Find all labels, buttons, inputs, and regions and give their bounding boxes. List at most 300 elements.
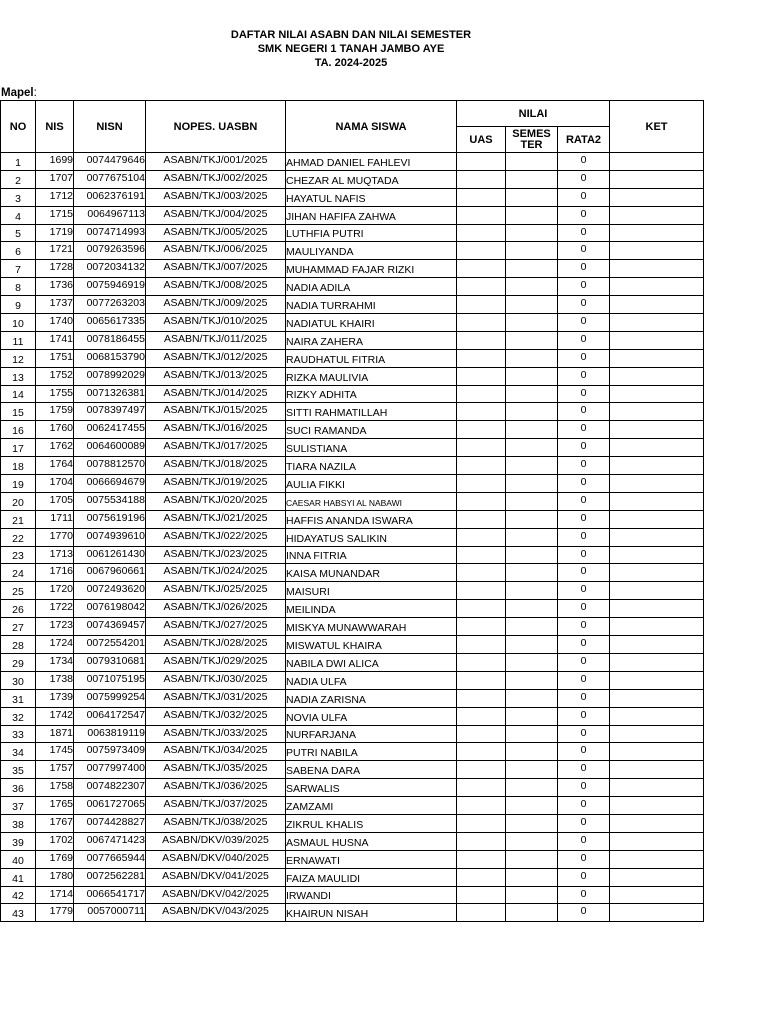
cell-uas bbox=[457, 188, 506, 206]
cell-nopes: ASABN/DKV/042/2025 bbox=[146, 886, 286, 904]
cell-ket bbox=[610, 224, 704, 242]
cell-semester bbox=[506, 546, 558, 564]
cell-nis: 1769 bbox=[36, 850, 74, 868]
table-row bbox=[1, 600, 704, 618]
cell-nis: 1757 bbox=[36, 761, 74, 779]
cell-rata2: 0 bbox=[558, 385, 610, 403]
cell-ket bbox=[610, 618, 704, 636]
cell-uas bbox=[457, 170, 506, 188]
cell-ket bbox=[610, 797, 704, 815]
cell-semester bbox=[506, 403, 558, 421]
table-row bbox=[1, 814, 704, 832]
cell-uas bbox=[457, 296, 506, 314]
table-row bbox=[1, 528, 704, 546]
cell-nis: 1751 bbox=[36, 349, 74, 367]
cell-rata2: 0 bbox=[558, 636, 610, 654]
cell-uas bbox=[457, 886, 506, 904]
cell-no: 3 bbox=[1, 188, 36, 206]
cell-nis: 1702 bbox=[36, 832, 74, 850]
cell-ket bbox=[610, 206, 704, 224]
cell-nama: NURFARJANA bbox=[286, 725, 457, 743]
cell-nopes: ASABN/TKJ/024/2025 bbox=[146, 564, 286, 582]
cell-ket bbox=[610, 671, 704, 689]
cell-semester bbox=[506, 618, 558, 636]
cell-uas bbox=[457, 492, 506, 510]
cell-semester bbox=[506, 492, 558, 510]
cell-ket bbox=[610, 331, 704, 349]
table-row bbox=[1, 761, 704, 779]
cell-nopes: ASABN/TKJ/021/2025 bbox=[146, 510, 286, 528]
cell-no: 32 bbox=[1, 707, 36, 725]
cell-uas bbox=[457, 153, 506, 171]
cell-uas bbox=[457, 510, 506, 528]
table-row bbox=[1, 779, 704, 797]
col-header-nopes: NOPES. UASBN bbox=[146, 101, 286, 153]
cell-nopes: ASABN/TKJ/034/2025 bbox=[146, 743, 286, 761]
cell-no: 7 bbox=[1, 260, 36, 278]
cell-nis: 1728 bbox=[36, 260, 74, 278]
cell-nama: ASMAUL HUSNA bbox=[286, 832, 457, 850]
cell-semester bbox=[506, 797, 558, 815]
cell-rata2: 0 bbox=[558, 564, 610, 582]
cell-uas bbox=[457, 832, 506, 850]
cell-uas bbox=[457, 367, 506, 385]
cell-nama: IRWANDI bbox=[286, 886, 457, 904]
cell-rata2: 0 bbox=[558, 886, 610, 904]
cell-ket bbox=[610, 725, 704, 743]
cell-nis: 1719 bbox=[36, 224, 74, 242]
cell-uas bbox=[457, 904, 506, 922]
cell-rata2: 0 bbox=[558, 492, 610, 510]
cell-nisn: 0074479646 bbox=[74, 153, 146, 171]
cell-nama: MUHAMMAD FAJAR RIZKI bbox=[286, 260, 457, 278]
cell-no: 9 bbox=[1, 296, 36, 314]
cell-uas bbox=[457, 475, 506, 493]
cell-nisn: 0072554201 bbox=[74, 636, 146, 654]
cell-rata2: 0 bbox=[558, 510, 610, 528]
cell-semester bbox=[506, 671, 558, 689]
cell-nisn: 0074714993 bbox=[74, 224, 146, 242]
cell-ket bbox=[610, 349, 704, 367]
cell-uas bbox=[457, 421, 506, 439]
cell-uas bbox=[457, 618, 506, 636]
cell-rata2: 0 bbox=[558, 707, 610, 725]
cell-nis: 1734 bbox=[36, 653, 74, 671]
cell-no: 6 bbox=[1, 242, 36, 260]
cell-nis: 1742 bbox=[36, 707, 74, 725]
cell-rata2: 0 bbox=[558, 349, 610, 367]
table-row bbox=[1, 403, 704, 421]
cell-nisn: 0076198042 bbox=[74, 600, 146, 618]
cell-nis: 1712 bbox=[36, 188, 74, 206]
cell-ket bbox=[610, 546, 704, 564]
cell-uas bbox=[457, 206, 506, 224]
cell-rata2: 0 bbox=[558, 153, 610, 171]
cell-rata2: 0 bbox=[558, 528, 610, 546]
cell-nopes: ASABN/TKJ/023/2025 bbox=[146, 546, 286, 564]
cell-nisn: 0064600089 bbox=[74, 439, 146, 457]
cell-no: 17 bbox=[1, 439, 36, 457]
cell-rata2: 0 bbox=[558, 779, 610, 797]
cell-nopes: ASABN/TKJ/017/2025 bbox=[146, 439, 286, 457]
cell-uas bbox=[457, 850, 506, 868]
cell-no: 42 bbox=[1, 886, 36, 904]
cell-rata2: 0 bbox=[558, 850, 610, 868]
cell-semester bbox=[506, 725, 558, 743]
cell-nisn: 0078812570 bbox=[74, 457, 146, 475]
cell-uas bbox=[457, 385, 506, 403]
cell-nis: 1723 bbox=[36, 618, 74, 636]
cell-uas bbox=[457, 797, 506, 815]
cell-no: 35 bbox=[1, 761, 36, 779]
cell-nama: FAIZA MAULIDI bbox=[286, 868, 457, 886]
cell-no: 15 bbox=[1, 403, 36, 421]
cell-no: 4 bbox=[1, 206, 36, 224]
cell-uas bbox=[457, 331, 506, 349]
cell-nis: 1704 bbox=[36, 475, 74, 493]
cell-rata2: 0 bbox=[558, 296, 610, 314]
cell-semester bbox=[506, 170, 558, 188]
cell-uas bbox=[457, 636, 506, 654]
cell-semester bbox=[506, 779, 558, 797]
cell-rata2: 0 bbox=[558, 761, 610, 779]
cell-ket bbox=[610, 707, 704, 725]
cell-semester bbox=[506, 707, 558, 725]
cell-nopes: ASABN/TKJ/004/2025 bbox=[146, 206, 286, 224]
cell-uas bbox=[457, 689, 506, 707]
col-header-semester: SEMES TER bbox=[506, 127, 558, 153]
cell-nama: MAISURI bbox=[286, 582, 457, 600]
cell-nisn: 0067960661 bbox=[74, 564, 146, 582]
cell-nisn: 0074822307 bbox=[74, 779, 146, 797]
cell-rata2: 0 bbox=[558, 832, 610, 850]
cell-no: 37 bbox=[1, 797, 36, 815]
cell-no: 11 bbox=[1, 331, 36, 349]
col-header-nilai: NILAI bbox=[457, 101, 610, 127]
cell-nisn: 0066541717 bbox=[74, 886, 146, 904]
cell-nopes: ASABN/TKJ/009/2025 bbox=[146, 296, 286, 314]
cell-ket bbox=[610, 528, 704, 546]
cell-semester bbox=[506, 475, 558, 493]
cell-nisn: 0077675104 bbox=[74, 170, 146, 188]
cell-rata2: 0 bbox=[558, 314, 610, 332]
cell-ket bbox=[610, 904, 704, 922]
cell-no: 22 bbox=[1, 528, 36, 546]
cell-nopes: ASABN/TKJ/032/2025 bbox=[146, 707, 286, 725]
cell-nama: NADIA TURRAHMI bbox=[286, 296, 457, 314]
cell-nama: KAISA MUNANDAR bbox=[286, 564, 457, 582]
cell-nama: CHEZAR AL MUQTADA bbox=[286, 170, 457, 188]
cell-nama: SARWALIS bbox=[286, 779, 457, 797]
cell-ket bbox=[610, 296, 704, 314]
cell-nisn: 0061261430 bbox=[74, 546, 146, 564]
cell-uas bbox=[457, 224, 506, 242]
cell-nis: 1765 bbox=[36, 797, 74, 815]
table-row bbox=[1, 188, 704, 206]
cell-nama: NADIA ULFA bbox=[286, 671, 457, 689]
col-header-ket: KET bbox=[610, 101, 704, 153]
table-row bbox=[1, 904, 704, 922]
cell-semester bbox=[506, 331, 558, 349]
cell-rata2: 0 bbox=[558, 421, 610, 439]
cell-nopes: ASABN/TKJ/006/2025 bbox=[146, 242, 286, 260]
table-row bbox=[1, 797, 704, 815]
cell-no: 13 bbox=[1, 367, 36, 385]
cell-semester bbox=[506, 206, 558, 224]
cell-ket bbox=[610, 260, 704, 278]
cell-uas bbox=[457, 653, 506, 671]
cell-semester bbox=[506, 886, 558, 904]
mapel-field bbox=[1, 87, 37, 99]
table-row bbox=[1, 296, 704, 314]
table-row bbox=[1, 868, 704, 886]
cell-no: 14 bbox=[1, 385, 36, 403]
cell-semester bbox=[506, 439, 558, 457]
cell-ket bbox=[610, 886, 704, 904]
cell-rata2: 0 bbox=[558, 170, 610, 188]
table-row bbox=[1, 278, 704, 296]
cell-semester bbox=[506, 689, 558, 707]
cell-nis: 1724 bbox=[36, 636, 74, 654]
cell-semester bbox=[506, 296, 558, 314]
cell-nisn: 0079310681 bbox=[74, 653, 146, 671]
col-header-nama: NAMA SISWA bbox=[286, 101, 457, 153]
cell-rata2: 0 bbox=[558, 260, 610, 278]
cell-rata2: 0 bbox=[558, 618, 610, 636]
cell-rata2: 0 bbox=[558, 403, 610, 421]
cell-nama: SULISTIANA bbox=[286, 439, 457, 457]
cell-nama: SITTI RAHMATILLAH bbox=[286, 403, 457, 421]
cell-nisn: 0057000711 bbox=[74, 904, 146, 922]
cell-nama: TIARA NAZILA bbox=[286, 457, 457, 475]
cell-nama: HAYATUL NAFIS bbox=[286, 188, 457, 206]
table-row bbox=[1, 206, 704, 224]
cell-nis: 1722 bbox=[36, 600, 74, 618]
cell-nisn: 0067471423 bbox=[74, 832, 146, 850]
cell-ket bbox=[610, 510, 704, 528]
cell-nopes: ASABN/TKJ/033/2025 bbox=[146, 725, 286, 743]
cell-uas bbox=[457, 242, 506, 260]
cell-nama: INNA FITRIA bbox=[286, 546, 457, 564]
cell-nisn: 0063819119 bbox=[74, 725, 146, 743]
grades-table bbox=[0, 100, 704, 922]
cell-nisn: 0072562281 bbox=[74, 868, 146, 886]
col-header-nisn: NISN bbox=[74, 101, 146, 153]
cell-nis: 1759 bbox=[36, 403, 74, 421]
table-row bbox=[1, 439, 704, 457]
cell-semester bbox=[506, 761, 558, 779]
cell-ket bbox=[610, 832, 704, 850]
cell-nama: MISKYA MUNAWWARAH bbox=[286, 618, 457, 636]
cell-nopes: ASABN/DKV/043/2025 bbox=[146, 904, 286, 922]
cell-rata2: 0 bbox=[558, 457, 610, 475]
cell-uas bbox=[457, 779, 506, 797]
cell-rata2: 0 bbox=[558, 814, 610, 832]
cell-ket bbox=[610, 403, 704, 421]
title-line-2: SMK NEGERI 1 TANAH JAMBO AYE bbox=[257, 43, 445, 55]
cell-nama: LUTHFIA PUTRI bbox=[286, 224, 457, 242]
cell-semester bbox=[506, 188, 558, 206]
cell-ket bbox=[610, 868, 704, 886]
cell-nisn: 0074428827 bbox=[74, 814, 146, 832]
cell-ket bbox=[610, 743, 704, 761]
cell-nisn: 0078397497 bbox=[74, 403, 146, 421]
cell-uas bbox=[457, 725, 506, 743]
cell-nopes: ASABN/DKV/039/2025 bbox=[146, 832, 286, 850]
cell-nama: ZAMZAMI bbox=[286, 797, 457, 815]
table-row bbox=[1, 689, 704, 707]
cell-nopes: ASABN/TKJ/025/2025 bbox=[146, 582, 286, 600]
cell-nisn: 0075619196 bbox=[74, 510, 146, 528]
cell-ket bbox=[610, 153, 704, 171]
table-row bbox=[1, 475, 704, 493]
cell-nisn: 0079263596 bbox=[74, 242, 146, 260]
cell-uas bbox=[457, 439, 506, 457]
cell-no: 27 bbox=[1, 618, 36, 636]
col-header-nis: NIS bbox=[36, 101, 74, 153]
cell-nama: ERNAWATI bbox=[286, 850, 457, 868]
cell-nopes: ASABN/TKJ/029/2025 bbox=[146, 653, 286, 671]
table-row bbox=[1, 636, 704, 654]
cell-ket bbox=[610, 475, 704, 493]
cell-nisn: 0062417455 bbox=[74, 421, 146, 439]
cell-no: 20 bbox=[1, 492, 36, 510]
cell-uas bbox=[457, 457, 506, 475]
cell-semester bbox=[506, 260, 558, 278]
cell-nisn: 0074369457 bbox=[74, 618, 146, 636]
table-row bbox=[1, 671, 704, 689]
cell-nisn: 0071075195 bbox=[74, 671, 146, 689]
cell-nama: NAIRA ZAHERA bbox=[286, 331, 457, 349]
cell-nopes: ASABN/TKJ/019/2025 bbox=[146, 475, 286, 493]
cell-no: 34 bbox=[1, 743, 36, 761]
cell-semester bbox=[506, 314, 558, 332]
table-row bbox=[1, 421, 704, 439]
cell-ket bbox=[610, 814, 704, 832]
table-row bbox=[1, 260, 704, 278]
cell-no: 18 bbox=[1, 457, 36, 475]
cell-nama: MAULIYANDA bbox=[286, 242, 457, 260]
table-row bbox=[1, 331, 704, 349]
cell-nisn: 0064967113 bbox=[74, 206, 146, 224]
cell-no: 21 bbox=[1, 510, 36, 528]
cell-uas bbox=[457, 349, 506, 367]
cell-nis: 1711 bbox=[36, 510, 74, 528]
cell-nis: 1720 bbox=[36, 582, 74, 600]
cell-no: 10 bbox=[1, 314, 36, 332]
cell-nis: 1767 bbox=[36, 814, 74, 832]
cell-nopes: ASABN/TKJ/036/2025 bbox=[146, 779, 286, 797]
cell-nama: AHMAD DANIEL FAHLEVI bbox=[286, 153, 457, 171]
cell-ket bbox=[610, 457, 704, 475]
table-row bbox=[1, 492, 704, 510]
cell-nopes: ASABN/TKJ/030/2025 bbox=[146, 671, 286, 689]
cell-nama: NADIATUL KHAIRI bbox=[286, 314, 457, 332]
cell-no: 5 bbox=[1, 224, 36, 242]
cell-uas bbox=[457, 600, 506, 618]
cell-nisn: 0075999254 bbox=[74, 689, 146, 707]
cell-no: 30 bbox=[1, 671, 36, 689]
table-row bbox=[1, 367, 704, 385]
cell-ket bbox=[610, 761, 704, 779]
cell-nama: AULIA FIKKI bbox=[286, 475, 457, 493]
cell-uas bbox=[457, 707, 506, 725]
cell-ket bbox=[610, 600, 704, 618]
cell-nisn: 0075534188 bbox=[74, 492, 146, 510]
cell-nisn: 0062376191 bbox=[74, 188, 146, 206]
cell-no: 28 bbox=[1, 636, 36, 654]
cell-nis: 1770 bbox=[36, 528, 74, 546]
cell-nis: 1737 bbox=[36, 296, 74, 314]
cell-nis: 1736 bbox=[36, 278, 74, 296]
cell-uas bbox=[457, 260, 506, 278]
cell-no: 26 bbox=[1, 600, 36, 618]
cell-nis: 1713 bbox=[36, 546, 74, 564]
cell-semester bbox=[506, 421, 558, 439]
cell-nopes: ASABN/TKJ/038/2025 bbox=[146, 814, 286, 832]
cell-uas bbox=[457, 671, 506, 689]
cell-nisn: 0061727065 bbox=[74, 797, 146, 815]
cell-rata2: 0 bbox=[558, 582, 610, 600]
cell-nama: SABENA DARA bbox=[286, 761, 457, 779]
cell-no: 40 bbox=[1, 850, 36, 868]
cell-rata2: 0 bbox=[558, 904, 610, 922]
cell-nis: 1758 bbox=[36, 779, 74, 797]
cell-rata2: 0 bbox=[558, 743, 610, 761]
cell-nopes: ASABN/TKJ/031/2025 bbox=[146, 689, 286, 707]
cell-nama: HIDAYATUS SALIKIN bbox=[286, 528, 457, 546]
cell-semester bbox=[506, 832, 558, 850]
table-row bbox=[1, 242, 704, 260]
table-row bbox=[1, 457, 704, 475]
cell-uas bbox=[457, 582, 506, 600]
cell-no: 29 bbox=[1, 653, 36, 671]
cell-nis: 1762 bbox=[36, 439, 74, 457]
cell-ket bbox=[610, 492, 704, 510]
cell-rata2: 0 bbox=[558, 242, 610, 260]
cell-rata2: 0 bbox=[558, 188, 610, 206]
cell-nopes: ASABN/TKJ/037/2025 bbox=[146, 797, 286, 815]
cell-nisn: 0078186455 bbox=[74, 331, 146, 349]
cell-nama: CAESAR HABSYI AL NABAWI bbox=[286, 492, 457, 510]
table-row bbox=[1, 653, 704, 671]
cell-nis: 1699 bbox=[36, 153, 74, 171]
cell-ket bbox=[610, 636, 704, 654]
cell-rata2: 0 bbox=[558, 653, 610, 671]
cell-nopes: ASABN/TKJ/002/2025 bbox=[146, 170, 286, 188]
cell-ket bbox=[610, 188, 704, 206]
cell-no: 12 bbox=[1, 349, 36, 367]
cell-nama: PUTRI NABILA bbox=[286, 743, 457, 761]
table-row bbox=[1, 153, 704, 171]
cell-nopes: ASABN/TKJ/007/2025 bbox=[146, 260, 286, 278]
cell-nisn: 0064172547 bbox=[74, 707, 146, 725]
cell-uas bbox=[457, 814, 506, 832]
cell-nopes: ASABN/TKJ/027/2025 bbox=[146, 618, 286, 636]
cell-rata2: 0 bbox=[558, 797, 610, 815]
cell-nopes: ASABN/TKJ/012/2025 bbox=[146, 349, 286, 367]
cell-semester bbox=[506, 242, 558, 260]
cell-semester bbox=[506, 349, 558, 367]
cell-semester bbox=[506, 868, 558, 886]
cell-no: 31 bbox=[1, 689, 36, 707]
cell-nopes: ASABN/TKJ/026/2025 bbox=[146, 600, 286, 618]
table-row bbox=[1, 510, 704, 528]
cell-uas bbox=[457, 868, 506, 886]
table-row bbox=[1, 564, 704, 582]
cell-nama: ZIKRUL KHALIS bbox=[286, 814, 457, 832]
cell-rata2: 0 bbox=[558, 206, 610, 224]
